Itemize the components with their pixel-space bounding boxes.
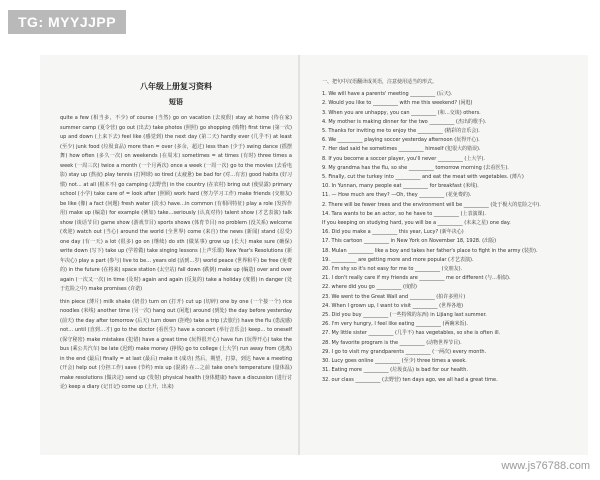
exercise-sentence: 4. My mother is making dinner for the two __________ (杰出的歌手). xyxy=(322,118,487,125)
exercise-sentence: 10. In Yunnan, many people eat __________ for breakfast (米线). xyxy=(322,183,479,190)
exercise-sentence: 20. I'm shy so it's not easy for me to __________ (交朋友). xyxy=(322,266,463,273)
exercise-sentence: 31. Eating more __________ (垃圾食品) is bad for our health. xyxy=(322,367,469,374)
section-title: 短语 xyxy=(169,97,183,106)
exercise-sentence: 6. We __________ playing soccer yesterday afternoon (玩得开心). xyxy=(322,137,480,144)
phrase-paragraph: thin piece (薄片) milk shake (奶昔) turn on (打开) cut up (切碎) one by one (一个接一个) rice noodles (米线) another time (另一次) hang out (闲逛) around (到处) the day before yesterday (前天) the day after tomorrow (后天) turn down (拒绝) take a trip (去旅行) have the flu (患流感) not… until (直到…才) go to the doctor (看医生) have a concert (举行音乐会) keep… to oneself (保守秘密) make mistakes (犯错) have a great time (玩得很开心) have fun (玩得开心) take the bus (乘公共汽车) be late (迟到) make money (挣钱) go to college (上大学) run away from (逃离) in the end (最后) finally = at last (最后) make it (成功) 然后，期望，打算，到达 have a meeting (开会) help out (分担工作) save (节约) mix up (混淆) 在…之前 take one's temperature (量体温) make resolutions (做决定) send up (发射) physical health (身体健康) have a discussion (进行讨论) keep a diary (记日记) come up (上升，出来) xyxy=(60,298,292,390)
exercise-sentence: 3. When you are unhappy, you can __________ (和…交谈) others. xyxy=(322,109,481,116)
exercise-sentence: 23. We went to the Great Wall and __________ (拍许多照片) xyxy=(322,293,466,300)
left-page xyxy=(60,78,292,393)
exercise-sentence: 32. our class __________ (去野营) ten days ago, we all had a great time. xyxy=(322,376,498,383)
exercise-sentence: 7. Her dad said he sometimes __________ himself (犯很大的错误). xyxy=(322,146,481,153)
exercise-list xyxy=(322,90,584,385)
exercise-sentence: 16. Did you make a __________ this year, Lucy? (新年决心) xyxy=(322,229,464,236)
phrase-paragraph: quite a few (相当多，不少) of course (当然) go on vacation (去度假) stay at home (待在家) summer camp (夏令营) go out (出去) take photos (照照) go shopping (购物) first time (第一次) up and down (上来下去) feel like (感觉到) the next day (第二天) hardly ever (几乎不) at least (至少) junk food (垃圾食品) more than = over (多余，超过) less than (少于) swing dance (摇摆舞) how often (多久一次) on weekends (在周末) sometimes = at times (有时) three times a week (一周三次) twice a month (一个月两次) once a week (一周一次) go to the movies (去看电影) stay up (熬夜) play tennis (打网球) so tired (太疲惫) be bad for (对…有害) good habits (好习惯) not… at all (根本不) go camping (去野营) in the country (在农村) bring out (使显露) primary school (小学) take care of = look after (照顾) work hard (努力学习工作) make friends (交朋友) be like (像) a fact (问题) fresh water (淡水) have…in common (有相同特征) play a role (发挥作用) make up (编造) for example (例如) take…seriously (认真对待) talent show (才艺表演) talk show (谈话节目) game show (游戏节目) sports shows (体育节目) no problem (没关系) welcome (欢迎) watch out (当心) around the world (全世界) come (来自) the news (新闻) stand (忍受) one day (有一天) a lot (很多) go on (继续) do sth (做某事) grow up (长大) make sure (确保) write down (写下) take up (学着做) take singing lessons (上声乐课) New Year's Resolutions (新年决心) play a part (参与) live to be… years old (活到…岁) world peace (世界和平) be free (免费的) in the future (在将来) space station (太空站) fall down (跌倒) make up (编造) over and over again (一次又一次) in time (及时) again and again (反复的) take a holiday (度假) in danger (处于危险之中) make promises (许诺) xyxy=(60,115,292,292)
exercise-sentence: 30. Lucy goes online __________ (至少) three times a week. xyxy=(322,358,467,365)
exercise-sentence: 29. I go to visit my grandparents __________ (一两次) every month. xyxy=(322,348,487,355)
exercise-sentence: 1. We will have a parents' meeting __________ (后天). xyxy=(322,91,453,98)
site-watermark: www.js76788.com xyxy=(501,460,590,472)
exercise-sentence: 27. My little sister __________ (几乎不) has vegetables, so she is often ill. xyxy=(322,330,501,337)
exercise-sentence: 5. Thanks for inviting me to enjoy the __________ (精彩的音乐会). xyxy=(322,128,480,135)
page-fold xyxy=(298,55,300,455)
exercise-sentence: 11. — How much are they? —Oh, they __________ (花免费的). xyxy=(322,192,472,199)
exercise-sentence: 28. My favorite program is the __________ (动物世界节目). xyxy=(322,339,462,346)
exercise-sentence: 25. Did you buy __________ (一些特殊的东西) in Lijiang last summer. xyxy=(322,312,487,319)
exercise-sentence: 24. When I grown up, I want to visit __________ (世界各地) xyxy=(322,302,464,309)
exercise-sentence: 17. This cartoon __________ in New York on November 18, 1928. (出版) xyxy=(322,238,497,245)
exercise-sentence: 2. Would you like to __________ with me this weekend? (闲逛) xyxy=(322,100,473,107)
page-title: 八年级上册复习资料 xyxy=(140,82,212,91)
exercise-sentence: 18. Mulan __________ like a boy and takes her father's place to fight in the army (装扮). xyxy=(322,247,538,254)
exercise-sentence: 2. There will be fewer trees and the environment will be __________ (处于极大的危险之中). xyxy=(322,201,541,208)
exercise-sentence: 14. Tara wants to be an actor, so he have to __________ (上表演课). xyxy=(322,210,486,217)
exercise-sentence: 26. I'm very hungry, I feel like eating __________ (两碗米饭). xyxy=(322,321,468,328)
exercise-sentence: If you keeping on studying hard, you will be a __________ (未来之星) one day. xyxy=(322,220,511,227)
exercise-sentence: 21. I don't really care if my friends are __________ me or different (与…相似). xyxy=(322,275,511,282)
exercise-sentence: 5. Finally, cut the turkey into __________ and eat the meat with vegetables. (薄片) xyxy=(322,174,524,181)
right-page xyxy=(322,78,584,385)
exercise-instruction: 一、把句中汉语翻译成英语，注意使用适当的形式。 xyxy=(322,79,438,85)
exercise-sentence: 9. My grandma has the flu, so she __________ tomorrow morning (去看医生). xyxy=(322,164,509,171)
exercise-sentence: 22. where did you go __________ (度假) xyxy=(322,284,417,291)
channel-tag: TG: MYYJJPP xyxy=(8,10,126,34)
exercise-sentence: 19. __________ are getting more and more popular (才艺表演). xyxy=(322,256,474,263)
exercise-sentence: 8. If you become a soccer player, you'll never __________ (上大学). xyxy=(322,155,485,162)
